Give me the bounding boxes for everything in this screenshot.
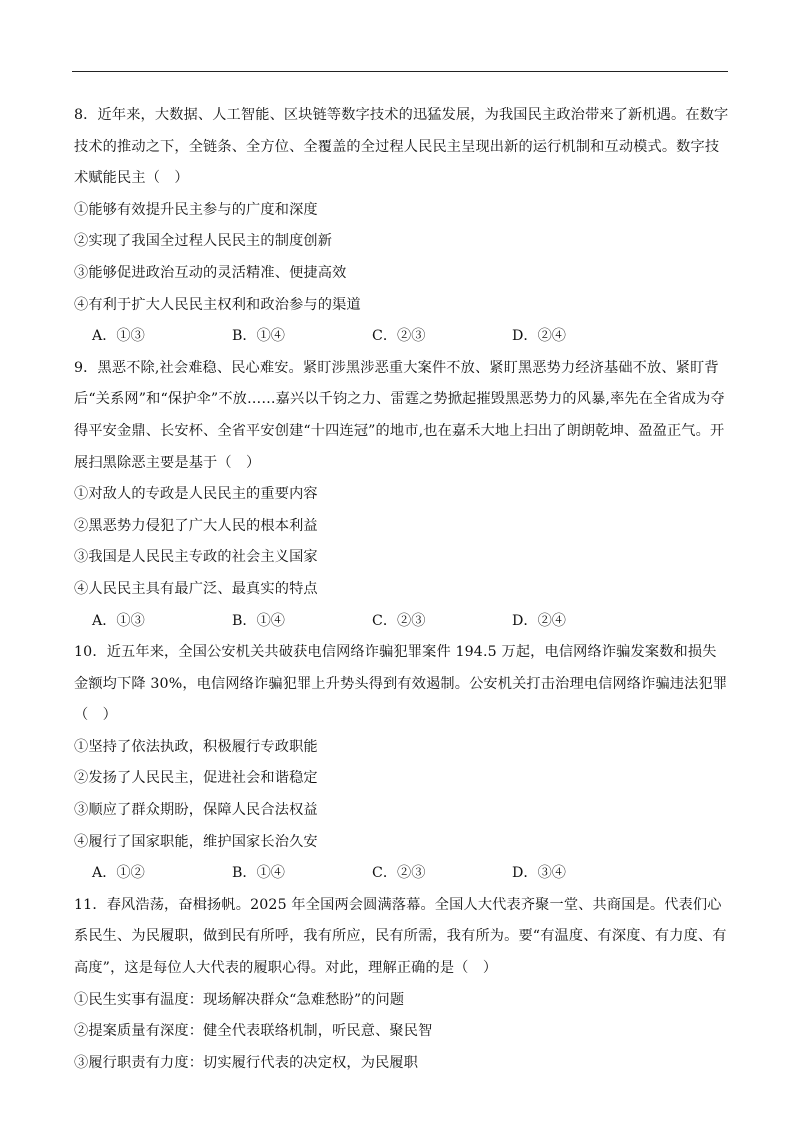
statement-option: ①坚持了依法执政，积极履行专政职能: [74, 738, 318, 755]
answer-choice-c: C．②③: [372, 328, 426, 345]
answer-choice-a: A．①②: [92, 865, 145, 882]
answer-choice-d: D．②④: [512, 612, 566, 629]
question-9: [74, 353, 730, 637]
question-stem: 8．近年来，大数据、人工智能、区块链等数字技术的迅猛发展，为我国民主政治带来了新机遇。在数字技术的推动之下，全链条、全方位、全覆盖的全过程人民民主呈现出新的运行机制和互动模式。数字技术赋能民主（ ）: [74, 107, 729, 187]
statement-option: ④有利于扩大人民民主权利和政治参与的渠道: [74, 296, 361, 313]
answer-choice-c: C．②③: [372, 865, 426, 882]
question-stem: 9．黑恶不除,社会难稳、民心难安。紧盯涉黑涉恶重大案件不放、紧盯黑恶势力经济基础不放、紧盯背后“关系网”和“保护伞”不放……嘉兴以千钧之力、雷霆之势掀起摧毁黑恶势力的风暴,率先在全省成为夺得平安金鼎、长安杯、全省平安创建“十四连冠”的地市,也在嘉禾大地上扫出了朗朗乾坤、盈盈正气。开展扫黑除恶主要是基于（ ）: [74, 359, 725, 471]
answer-choice-a: A．①③: [92, 612, 145, 629]
statement-option: ④履行了国家职能，维护国家长治久安: [74, 833, 318, 850]
statement-option: ②提案质量有深度：健全代表联络机制，听民意、聚民智: [74, 1023, 433, 1040]
answer-choice-a: A．①③: [92, 328, 145, 345]
question-stem: 10．近五年来，全国公安机关共破获电信网络诈骗犯罪案件 194.5 万起，电信网络诈骗发案数和损失金额均下降 30%，电信网络诈骗犯罪上升势头得到有效遏制。公安机关打击治理电信网络诈骗违法犯罪（ ）: [74, 644, 728, 724]
statement-option: ④人民民主具有最广泛、最真实的特点: [74, 580, 318, 597]
question-11: [74, 890, 730, 1080]
statement-option: ②发扬了人民民主，促进社会和谐稳定: [74, 770, 318, 787]
statement-option: ③顺应了群众期盼，保障人民合法权益: [74, 802, 318, 819]
statement-option: ③履行职责有力度：切实履行代表的决定权，为民履职: [74, 1054, 419, 1071]
answer-choice-b: B．①④: [232, 328, 285, 345]
answer-choice-b: B．①④: [232, 612, 285, 629]
header-rule: [72, 71, 728, 72]
answer-choice-b: B．①④: [232, 865, 285, 882]
answer-choices: [74, 858, 730, 890]
answer-choice-d: D．③④: [512, 865, 566, 882]
statement-option: ③我国是人民民主专政的社会主义国家: [74, 549, 318, 566]
statement-option: ①能够有效提升民主参与的广度和深度: [74, 201, 318, 218]
statement-option: ①对敌人的专政是人民民主的重要内容: [74, 486, 318, 503]
statement-option: ②黑恶势力侵犯了广大人民的根本利益: [74, 517, 318, 534]
answer-choice-d: D．②④: [512, 328, 566, 345]
answer-choices: [74, 321, 730, 353]
answer-choice-c: C．②③: [372, 612, 426, 629]
answer-choices: [74, 606, 730, 638]
statement-option: ①民生实事有温度：现场解决群众“急难愁盼”的问题: [74, 991, 405, 1008]
question-page: [74, 100, 730, 1079]
question-stem: 11．春风浩荡，奋楫扬帆。2025 年全国两会圆满落幕。全国人大代表齐聚一堂、共商国是。代表们心系民生、为民履职，做到民有所呼，我有所应，民有所需，我有所为。要“有温度、有深度、有力度、有高度”，这是每位人大代表的履职心得。对此，理解正确的是（ ）: [74, 896, 727, 977]
question-8: [74, 100, 730, 353]
statement-option: ③能够促进政治互动的灵活精准、便捷高效: [74, 264, 347, 281]
statement-option: ②实现了我国全过程人民民主的制度创新: [74, 233, 333, 250]
question-10: [74, 637, 730, 890]
